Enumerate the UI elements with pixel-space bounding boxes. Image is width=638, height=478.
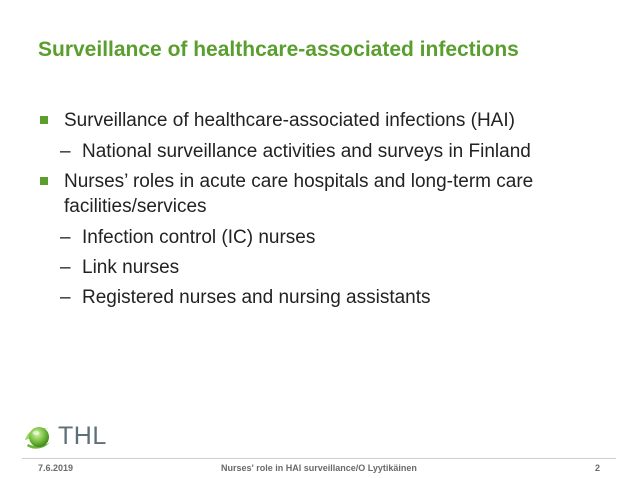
square-bullet-icon	[40, 177, 48, 185]
slide-title: Surveillance of healthcare-associated infections	[38, 38, 519, 61]
sub-bullet-text: Infection control (IC) nurses	[82, 227, 316, 248]
dash-marker: –	[60, 141, 71, 162]
sub-bullet-item	[38, 285, 608, 310]
footer-divider	[22, 458, 616, 459]
logo-text: THL	[58, 421, 107, 450]
sub-bullet-text: National surveillance activities and surveys in Finland	[82, 141, 531, 162]
thl-globe-icon	[22, 420, 54, 452]
bullet-list	[38, 108, 608, 315]
sub-bullet-item	[38, 255, 608, 280]
dash-marker: –	[60, 227, 71, 248]
square-bullet-icon	[40, 116, 48, 124]
thl-logo	[22, 420, 107, 452]
dash-marker: –	[60, 287, 71, 308]
footer-caption: Nurses' role in HAI surveillance/O Lyytikäinen	[221, 463, 417, 473]
bullet-item	[38, 108, 608, 133]
sub-bullet-item	[38, 139, 608, 164]
sub-bullet-item	[38, 225, 608, 250]
bullet-text: Nurses’ roles in acute care hospitals and long-term care facilities/services	[64, 171, 534, 217]
sub-bullet-text: Registered nurses and nursing assistants	[82, 287, 431, 308]
page-number: 2	[594, 463, 600, 473]
footer-date: 7.6.2019	[38, 463, 74, 473]
bullet-item	[38, 169, 608, 219]
bullet-text: Surveillance of healthcare-associated infections (HAI)	[64, 110, 515, 131]
dash-marker: –	[60, 257, 71, 278]
sub-bullet-text: Link nurses	[82, 257, 180, 278]
